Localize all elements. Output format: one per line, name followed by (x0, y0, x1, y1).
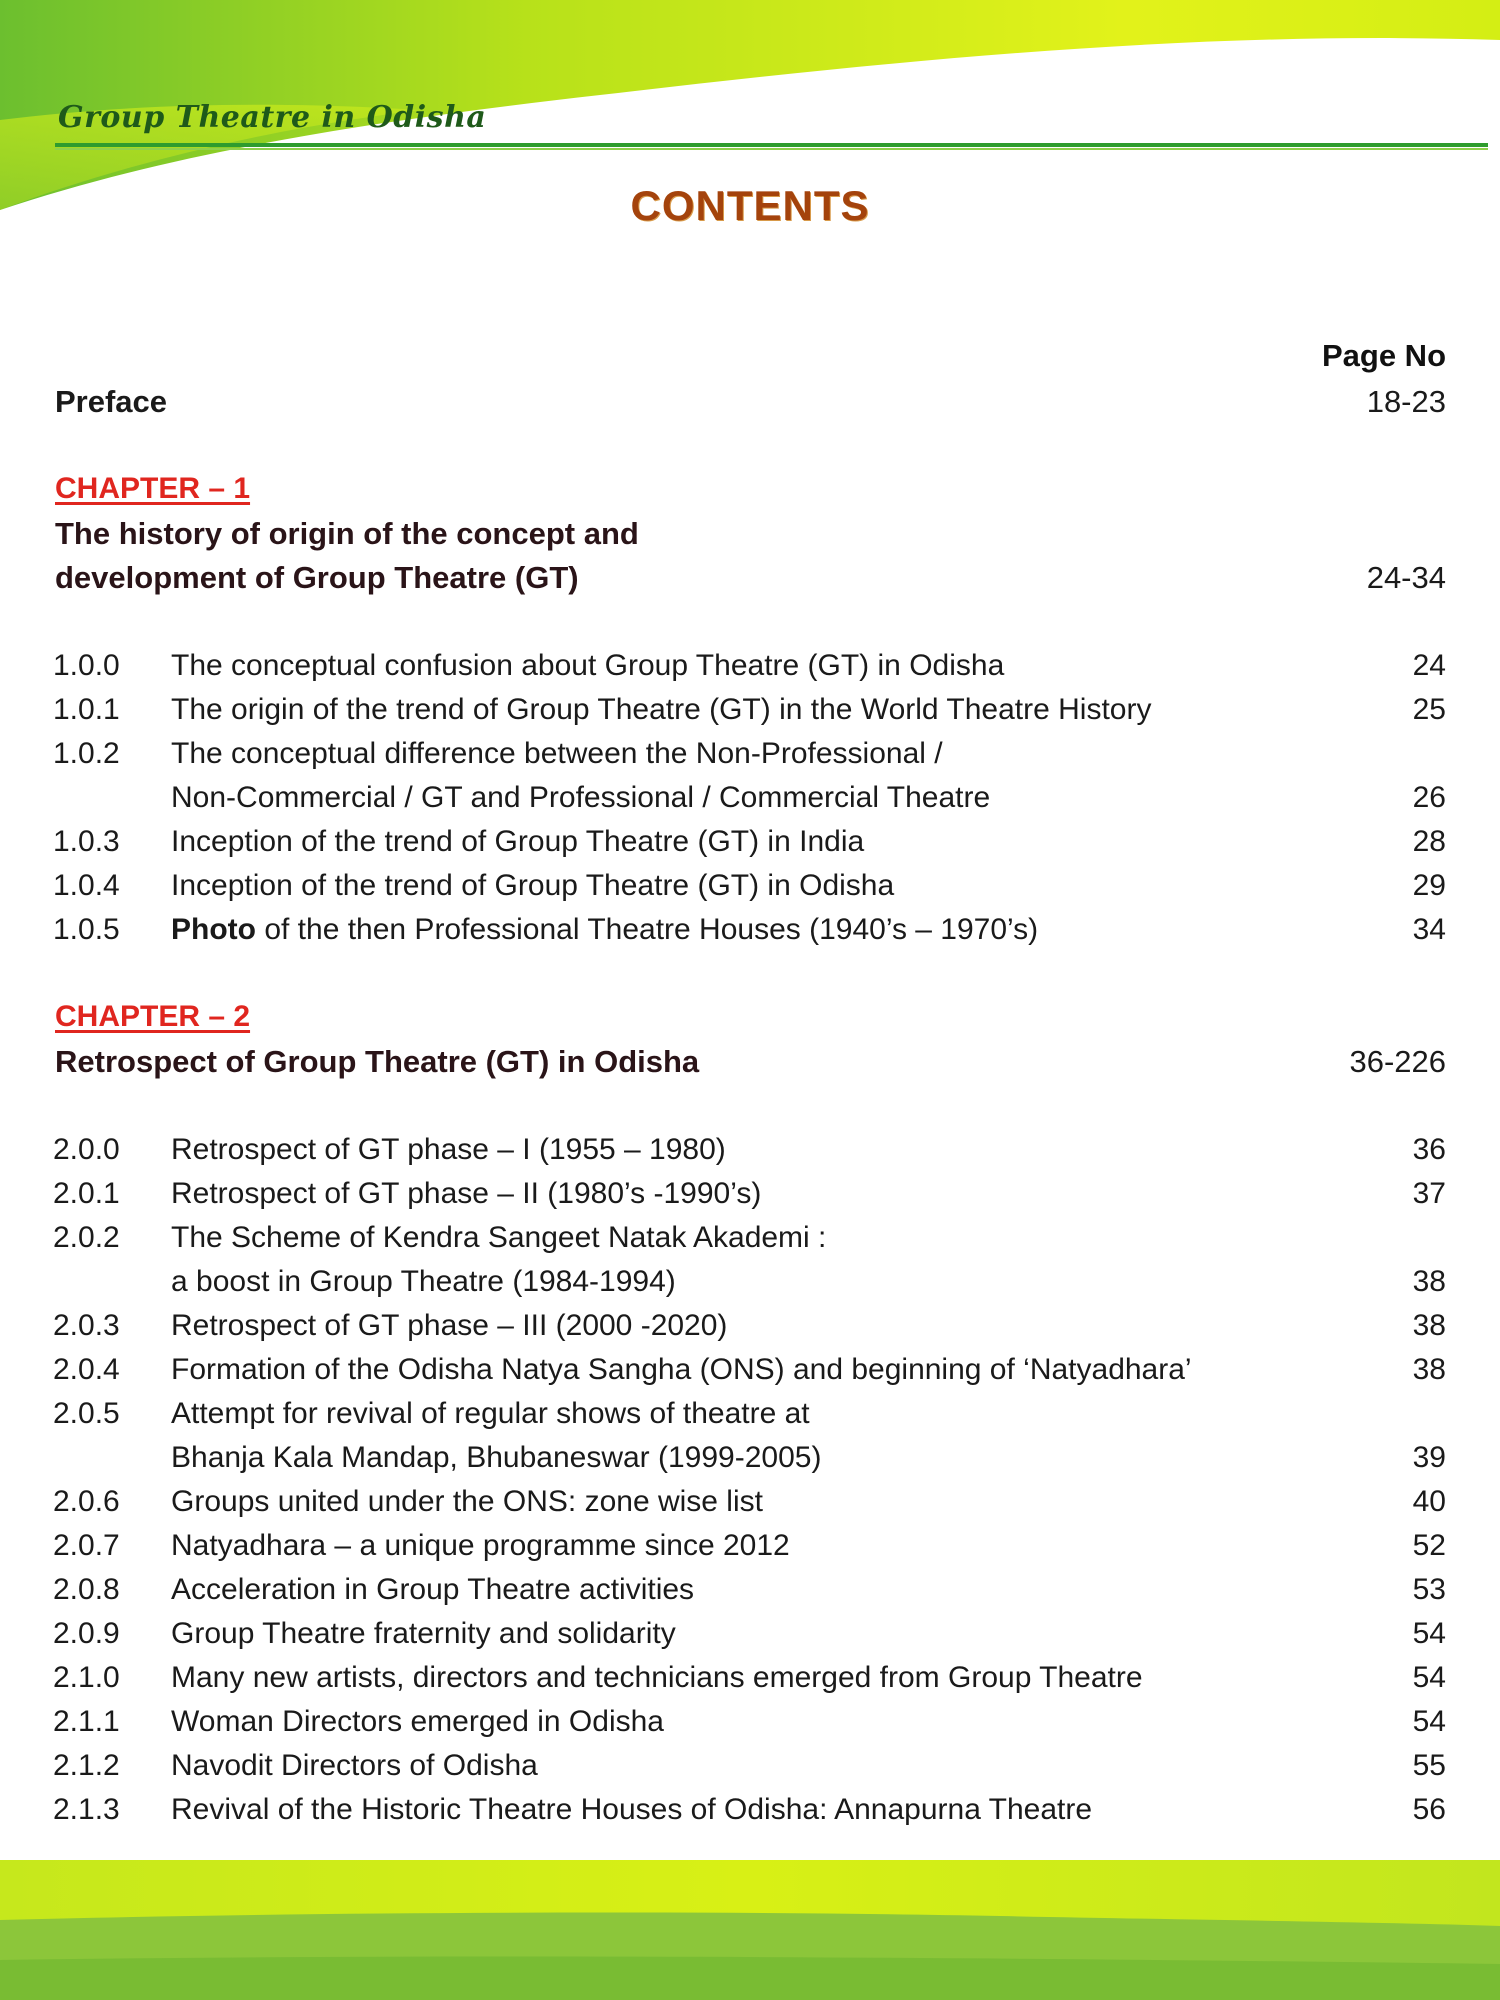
entry-page: 36 (1412, 1133, 1446, 1166)
chapter-1-heading: CHAPTER – 1 (55, 472, 251, 505)
entry-page: 52 (1412, 1529, 1446, 1562)
entry-number: 1.0.1 (53, 693, 120, 726)
entry-page: 29 (1412, 869, 1446, 902)
entry-text: Woman Directors emerged in Odisha (171, 1705, 664, 1738)
entry-text: Inception of the trend of Group Theatre (GT) in Odisha (171, 869, 895, 902)
entry-page: 54 (1412, 1661, 1446, 1694)
entry-page: 38 (1412, 1265, 1446, 1298)
entry-number: 2.0.7 (53, 1529, 120, 1562)
entry-number: 1.0.3 (53, 825, 120, 858)
entry-text: Group Theatre fraternity and solidarity (171, 1617, 676, 1650)
entry-text: Revival of the Historic Theatre Houses of Odisha: Annapurna Theatre (171, 1793, 1093, 1826)
entry-text (171, 912, 1038, 948)
entry-page: 34 (1412, 913, 1446, 946)
entry-number: 2.0.6 (53, 1485, 120, 1518)
entry-page: 38 (1412, 1353, 1446, 1386)
entry-page: 40 (1412, 1485, 1446, 1518)
entry-text: Retrospect of GT phase – II (1980’s -1990’s) (171, 1177, 762, 1210)
entry-number: 2.1.0 (53, 1661, 120, 1694)
chapter-1-pages: 24-34 (1366, 560, 1446, 595)
entry-number: 2.0.2 (53, 1221, 120, 1254)
entry-text: The conceptual confusion about Group Theatre (GT) in Odisha (171, 649, 1005, 682)
entry-page: 55 (1412, 1749, 1446, 1782)
entry-text: Groups united under the ONS: zone wise list (171, 1485, 763, 1518)
running-header-title: Group Theatre in Odisha (58, 100, 487, 135)
chapter-2-heading: CHAPTER – 2 (55, 1000, 251, 1033)
entry-page: 37 (1412, 1177, 1446, 1210)
entry-text: Navodit Directors of Odisha (171, 1749, 538, 1782)
entry-number: 2.0.0 (53, 1133, 120, 1166)
entry-text: Attempt for revival of regular shows of theatre at (171, 1397, 810, 1430)
entry-page: 26 (1412, 781, 1446, 814)
entry-number: 1.0.0 (53, 649, 120, 682)
entry-page: 38 (1412, 1309, 1446, 1342)
entry-number: 2.1.1 (53, 1705, 120, 1738)
entry-text-line2: Non-Commercial / GT and Professional / Commercial Theatre (171, 781, 991, 814)
entry-text-rest: of the then Professional Theatre Houses (1940’s – 1970’s) (255, 913, 1039, 946)
entry-number: 1.0.2 (53, 737, 120, 770)
entry-number: 2.0.4 (53, 1353, 120, 1386)
entry-text: The origin of the trend of Group Theatre (GT) in the World Theatre History (171, 693, 1152, 726)
entry-number: 2.0.9 (53, 1617, 120, 1650)
entry-page: 25 (1412, 693, 1446, 726)
entry-number: 2.1.3 (53, 1793, 120, 1826)
entry-page: 54 (1412, 1705, 1446, 1738)
entry-text: Many new artists, directors and technicians emerged from Group Theatre (171, 1661, 1143, 1694)
entry-text: The Scheme of Kendra Sangeet Natak Akademi : (171, 1221, 827, 1254)
entry-text: Acceleration in Group Theatre activities (171, 1573, 695, 1606)
footer-background (0, 1860, 1500, 2000)
entry-page: 24 (1412, 649, 1446, 682)
entry-number: 2.0.5 (53, 1397, 120, 1430)
entry-text: Formation of the Odisha Natya Sangha (ONS) and beginning of ‘Natyadhara’ (171, 1353, 1192, 1386)
preface-label: Preface (55, 384, 168, 419)
entry-text-bold: Photo (171, 913, 256, 946)
entry-text-line2: a boost in Group Theatre (1984-1994) (171, 1265, 676, 1298)
entry-number: 2.1.2 (53, 1749, 120, 1782)
entry-page: 54 (1412, 1617, 1446, 1650)
entry-text: Retrospect of GT phase – III (2000 -2020) (171, 1309, 728, 1342)
preface-pages: 18-23 (1366, 384, 1446, 419)
page-no-column-label: Page No (1321, 338, 1446, 373)
entry-page: 39 (1412, 1441, 1446, 1474)
entry-number: 2.0.8 (53, 1573, 120, 1606)
entry-page: 28 (1412, 825, 1446, 858)
entry-number: 2.0.1 (53, 1177, 120, 1210)
entry-text: The conceptual difference between the Non-Professional / (171, 737, 943, 770)
chapter-2-pages: 36-226 (1349, 1044, 1446, 1079)
entry-text: Inception of the trend of Group Theatre (GT) in India (171, 825, 865, 858)
entry-number: 1.0.5 (53, 913, 120, 946)
entry-text-line2: Bhanja Kala Mandap, Bhubaneswar (1999-2005) (171, 1441, 822, 1474)
entry-text: Retrospect of GT phase – I (1955 – 1980) (171, 1133, 726, 1166)
entry-number: 2.0.3 (53, 1309, 120, 1342)
entry-number: 1.0.4 (53, 869, 120, 902)
entry-page: 53 (1412, 1573, 1446, 1606)
entry-text: Natyadhara – a unique programme since 2012 (171, 1529, 790, 1562)
page-title: CONTENTS (630, 182, 870, 229)
entry-page: 56 (1412, 1793, 1446, 1826)
